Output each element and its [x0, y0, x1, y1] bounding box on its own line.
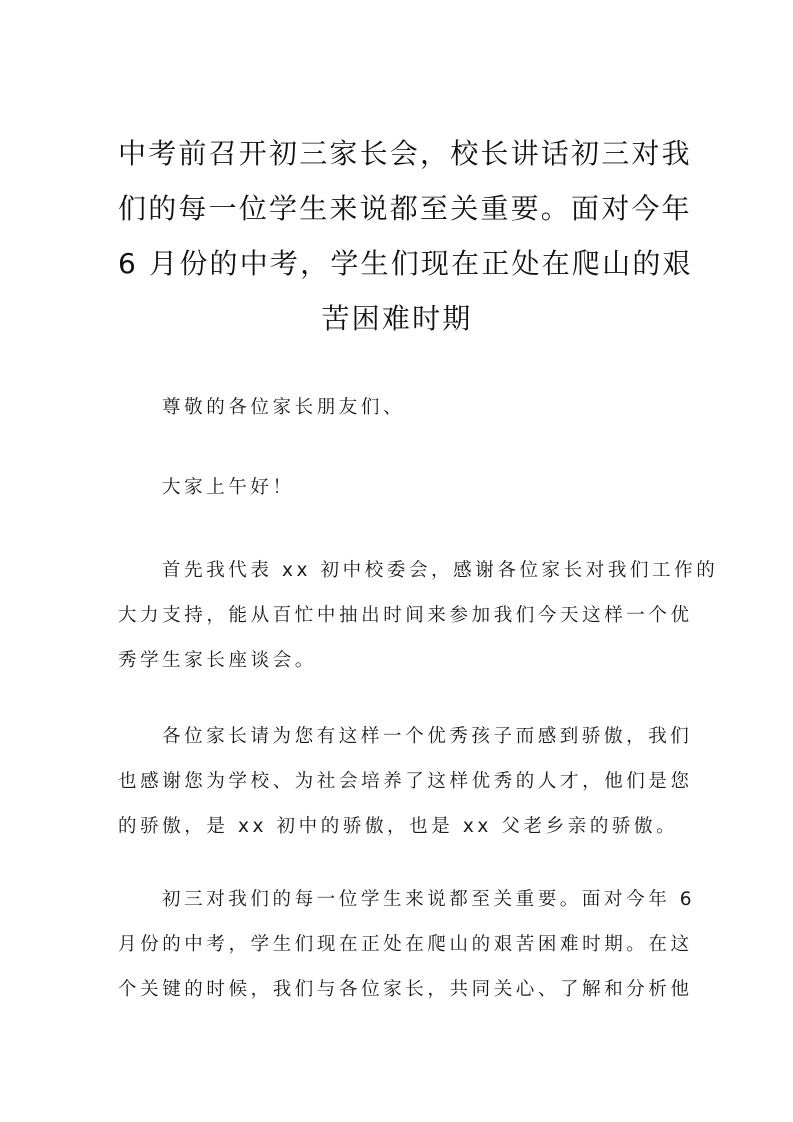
paragraph-line: 个关键的时候，我们与各位家长，共同关心、了解和分析他: [118, 979, 693, 1000]
paragraph-salutation: [118, 385, 676, 430]
title-line-4: 苦困难时期: [321, 302, 473, 335]
paragraph-line: 初三对我们的每一位学生来说都至关重要。面对今年 6: [162, 889, 696, 910]
paragraph-line: 大力支持，能从百忙中抽出时间来参加我们今天这样一个优: [118, 605, 693, 626]
paragraph-line: 大家上午好！: [162, 477, 295, 498]
paragraph-greeting: [118, 465, 676, 510]
paragraph-line: 各位家长请为您有这样一个优秀孩子而感到骄傲，我们: [162, 726, 693, 747]
paragraph-line: 尊敬的各位家长朋友们、: [162, 397, 406, 418]
title-line-2: 们的每一位学生来说都至关重要。面对今年: [118, 192, 692, 225]
paragraph-thanks: [118, 548, 719, 683]
document-title: [118, 126, 693, 346]
paragraph-line: 也感谢您为学校、为社会培养了这样优秀的人才，他们是您: [118, 771, 693, 792]
paragraph-pride: [118, 714, 693, 849]
paragraph-importance: [118, 877, 696, 1012]
paragraph-line: 月份的中考，学生们现在正处在爬山的艰苦困难时期。在这: [118, 934, 693, 955]
paragraph-line: 秀学生家长座谈会。: [118, 650, 317, 671]
paragraph-line: 首先我代表 xx 初中校委会，感谢各位家长对我们工作的: [162, 560, 719, 581]
title-line-1: 中考前召开初三家长会，校长讲话初三对我: [118, 137, 692, 170]
paragraph-line: 的骄傲，是 xx 初中的骄傲，也是 xx 父老乡亲的骄傲。: [118, 816, 679, 837]
title-line-3: 6 月份的中考，学生们现在正处在爬山的艰: [118, 247, 693, 280]
